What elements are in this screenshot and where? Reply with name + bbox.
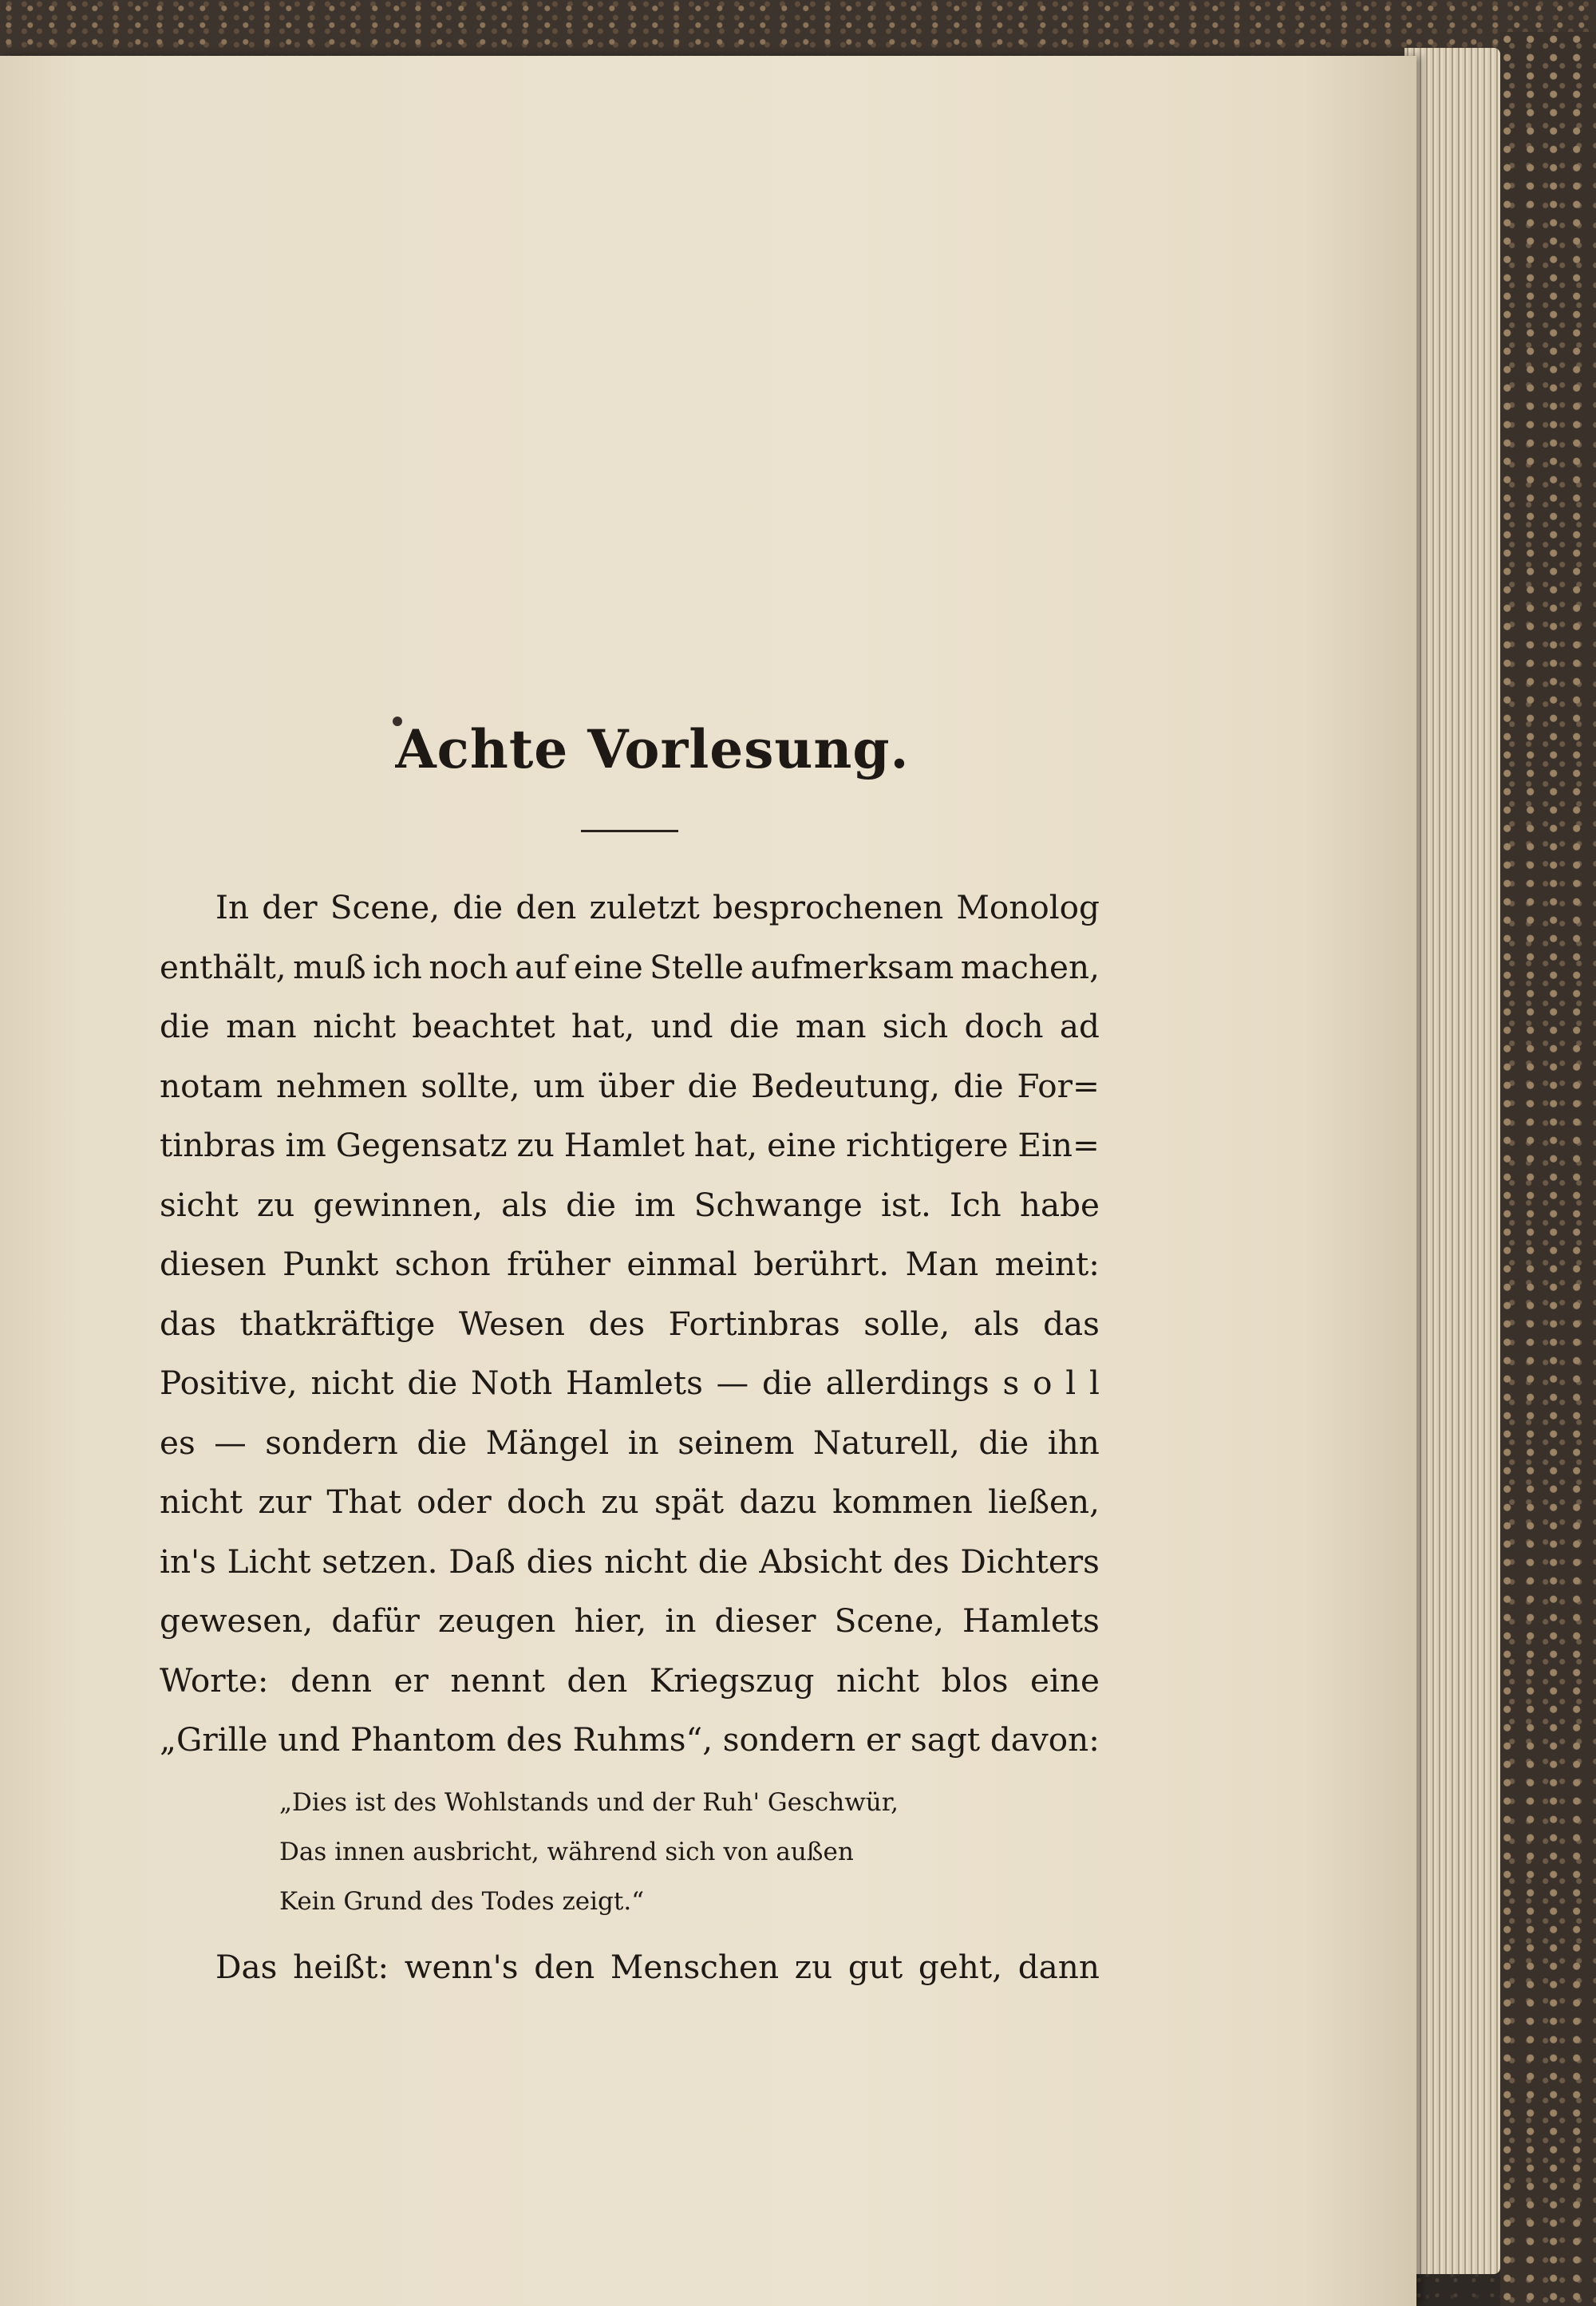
word: Naturell, xyxy=(812,1423,960,1462)
word: Ich xyxy=(950,1185,1001,1224)
text-line xyxy=(160,1532,1100,1592)
word: tinbras xyxy=(160,1126,276,1164)
main-text xyxy=(160,878,1100,1996)
word: in's xyxy=(160,1542,216,1581)
word: doch xyxy=(964,1007,1044,1045)
text-line xyxy=(160,1353,1100,1413)
word: Worte: xyxy=(160,1660,269,1700)
word: geht, xyxy=(918,1947,1003,1986)
word: sicht xyxy=(160,1185,239,1224)
word: den xyxy=(534,1947,595,1986)
word: habe xyxy=(1019,1185,1100,1224)
word: noch xyxy=(429,947,508,986)
word: In xyxy=(215,888,250,926)
word: sagt xyxy=(911,1720,981,1759)
page-edges xyxy=(1404,48,1500,2274)
word: gewinnen, xyxy=(313,1185,484,1224)
text-line xyxy=(160,1175,1100,1235)
word: Positive, xyxy=(160,1364,298,1402)
word: muß xyxy=(293,947,366,986)
word: das xyxy=(160,1304,216,1343)
word: dafür xyxy=(331,1601,420,1640)
word: schon xyxy=(394,1245,491,1283)
word: es xyxy=(160,1423,196,1462)
word: hat, xyxy=(693,1126,758,1164)
word: Ruhms“, xyxy=(572,1720,713,1759)
word: nicht xyxy=(310,1364,394,1402)
word: Noth xyxy=(471,1364,553,1402)
word: That xyxy=(326,1483,401,1521)
word: auf xyxy=(515,947,567,986)
word: nicht xyxy=(836,1660,919,1700)
heading-rule xyxy=(581,830,678,832)
word: richtigere xyxy=(845,1126,1009,1164)
cover-top-edge xyxy=(0,0,1596,56)
word: setzen. xyxy=(322,1542,438,1581)
word: zu xyxy=(794,1947,833,1986)
word: den xyxy=(516,888,577,926)
word: denn xyxy=(290,1660,373,1700)
word: ihn xyxy=(1047,1423,1100,1462)
word: Hamlet xyxy=(563,1126,685,1164)
word: sondern xyxy=(265,1423,398,1462)
text-line xyxy=(160,1115,1100,1175)
word: blos xyxy=(941,1660,1009,1700)
word: spät xyxy=(654,1483,725,1521)
word: einmal xyxy=(626,1245,737,1283)
word: Stelle xyxy=(650,947,744,986)
word: er xyxy=(866,1720,901,1759)
word: im xyxy=(285,1126,326,1164)
word: Phantom xyxy=(350,1720,496,1759)
word: ich xyxy=(373,947,422,986)
verse-quote xyxy=(279,1778,1100,1926)
chapter-heading xyxy=(0,718,1416,780)
word: das xyxy=(1043,1304,1100,1343)
word: Licht xyxy=(227,1542,311,1581)
word: sollte, xyxy=(421,1066,520,1105)
word: die xyxy=(687,1066,738,1105)
word: hat, xyxy=(571,1007,635,1045)
word: und xyxy=(278,1720,341,1759)
word: — xyxy=(716,1364,749,1402)
word: seinem xyxy=(678,1423,795,1462)
word: dies xyxy=(526,1542,594,1581)
word: Scene, xyxy=(330,888,440,926)
word: als xyxy=(973,1304,1020,1343)
word: zu xyxy=(256,1185,295,1224)
word: zuletzt xyxy=(589,888,700,926)
word: die xyxy=(417,1423,468,1462)
word: früher xyxy=(507,1245,610,1283)
quote-line: „Dies ist des Wohlstands und der Ruh' Geschwür, xyxy=(279,1787,899,1817)
text-line xyxy=(160,1651,1100,1711)
word: For= xyxy=(1017,1066,1100,1105)
text-line xyxy=(160,1056,1100,1116)
word: machen, xyxy=(960,947,1100,986)
word: notam xyxy=(160,1066,263,1105)
text-line xyxy=(160,1710,1100,1770)
word: nicht xyxy=(312,1007,397,1045)
cover-right-edge xyxy=(1500,32,1596,2306)
text-line xyxy=(160,1591,1100,1651)
text-line xyxy=(160,997,1100,1056)
word: solle, xyxy=(863,1304,950,1343)
word: beachtet xyxy=(412,1007,555,1045)
word: im xyxy=(634,1185,676,1224)
word: Hamlets xyxy=(962,1601,1100,1640)
word: des xyxy=(588,1304,646,1343)
word: die xyxy=(953,1066,1004,1105)
text-line xyxy=(160,1937,1100,1997)
word: Man xyxy=(905,1245,979,1283)
word: Mängel xyxy=(485,1423,610,1462)
word: die xyxy=(407,1364,458,1402)
word: Monolog xyxy=(956,888,1100,926)
word: in xyxy=(627,1423,659,1462)
word: eine xyxy=(573,947,643,986)
word: Wesen xyxy=(458,1304,565,1343)
word: man xyxy=(226,1007,297,1045)
word: Daß xyxy=(448,1542,516,1581)
paragraph-1 xyxy=(160,878,1100,1770)
word: ließen, xyxy=(988,1483,1100,1521)
word: die xyxy=(160,1007,210,1045)
word: nicht xyxy=(160,1483,243,1521)
word: sich xyxy=(882,1007,949,1045)
word: als xyxy=(501,1185,548,1224)
word: Schwange xyxy=(693,1185,863,1224)
word: des xyxy=(892,1542,950,1581)
word: die xyxy=(697,1542,749,1581)
paragraph-2 xyxy=(160,1937,1100,1997)
word: Dichters xyxy=(960,1542,1100,1581)
word: diesen xyxy=(160,1245,267,1283)
word: dann xyxy=(1017,1947,1100,1986)
word: besprochenen xyxy=(712,888,944,926)
word: Absicht xyxy=(759,1542,883,1581)
word: der xyxy=(262,888,318,926)
word: nicht xyxy=(603,1542,688,1581)
word: aufmerksam xyxy=(750,947,954,986)
word: eine xyxy=(767,1126,837,1164)
word: Hamlets xyxy=(566,1364,703,1402)
word: hier, xyxy=(574,1601,647,1640)
word: eine xyxy=(1029,1660,1100,1700)
word: — xyxy=(214,1423,247,1462)
word: nennt xyxy=(450,1660,545,1700)
word: dieser xyxy=(714,1601,816,1640)
word: Gegensatz xyxy=(335,1126,508,1164)
text-line xyxy=(160,1472,1100,1532)
word: dazu xyxy=(739,1483,817,1521)
word: zu xyxy=(516,1126,555,1164)
word: zeugen xyxy=(437,1601,556,1640)
word: Bedeutung, xyxy=(751,1066,941,1105)
word: zu xyxy=(601,1483,639,1521)
word: Scene, xyxy=(834,1601,944,1640)
text-line xyxy=(160,1294,1100,1354)
word: heißt: xyxy=(293,1947,389,1986)
word: Fortinbras xyxy=(668,1304,840,1343)
word: gewesen, xyxy=(160,1601,314,1640)
word: Ein= xyxy=(1017,1126,1100,1164)
word: davon: xyxy=(990,1720,1100,1759)
word: des xyxy=(506,1720,563,1759)
word: über xyxy=(598,1066,674,1105)
word: wenn's xyxy=(404,1947,519,1986)
word: kommen xyxy=(832,1483,973,1521)
word: und xyxy=(650,1007,713,1045)
word: er xyxy=(393,1660,429,1700)
word: Kriegszug xyxy=(649,1660,815,1700)
word: l xyxy=(1089,1364,1100,1402)
word: allerdings xyxy=(825,1364,990,1402)
word: die xyxy=(761,1364,812,1402)
word: ist. xyxy=(881,1185,931,1224)
quote-line: Kein Grund des Todes zeigt.“ xyxy=(279,1886,645,1916)
word: sondern xyxy=(722,1720,856,1759)
word: thatkräftige xyxy=(239,1304,436,1343)
word: o xyxy=(1033,1364,1053,1402)
word: die xyxy=(452,888,504,926)
chapter-title: Achte Vorlesung. xyxy=(395,718,910,780)
word: gut xyxy=(847,1947,903,1986)
word: Menschen xyxy=(610,1947,780,1986)
word: um xyxy=(533,1066,585,1105)
word: die xyxy=(729,1007,780,1045)
word: ad xyxy=(1059,1007,1100,1045)
word: doch xyxy=(506,1483,587,1521)
word: s xyxy=(1002,1364,1020,1402)
word: berührt. xyxy=(753,1245,890,1283)
word: zur xyxy=(258,1483,312,1521)
word: oder xyxy=(417,1483,492,1521)
word: nehmen xyxy=(276,1066,408,1105)
word: Punkt xyxy=(282,1245,379,1283)
text-line xyxy=(160,1234,1100,1294)
text-line xyxy=(160,878,1100,938)
word: l xyxy=(1065,1364,1077,1402)
text-line xyxy=(160,938,1100,997)
word: man xyxy=(795,1007,867,1045)
word: meint: xyxy=(994,1245,1100,1283)
word: enthält, xyxy=(160,947,286,986)
word: die xyxy=(978,1423,1029,1462)
quote-line: Das innen ausbricht, während sich von außen xyxy=(279,1837,854,1866)
word: Das xyxy=(215,1947,278,1986)
word: den xyxy=(567,1660,628,1700)
word: die xyxy=(566,1185,616,1224)
word: „Grille xyxy=(160,1720,268,1759)
text-line xyxy=(160,1413,1100,1473)
word: in xyxy=(665,1601,697,1640)
